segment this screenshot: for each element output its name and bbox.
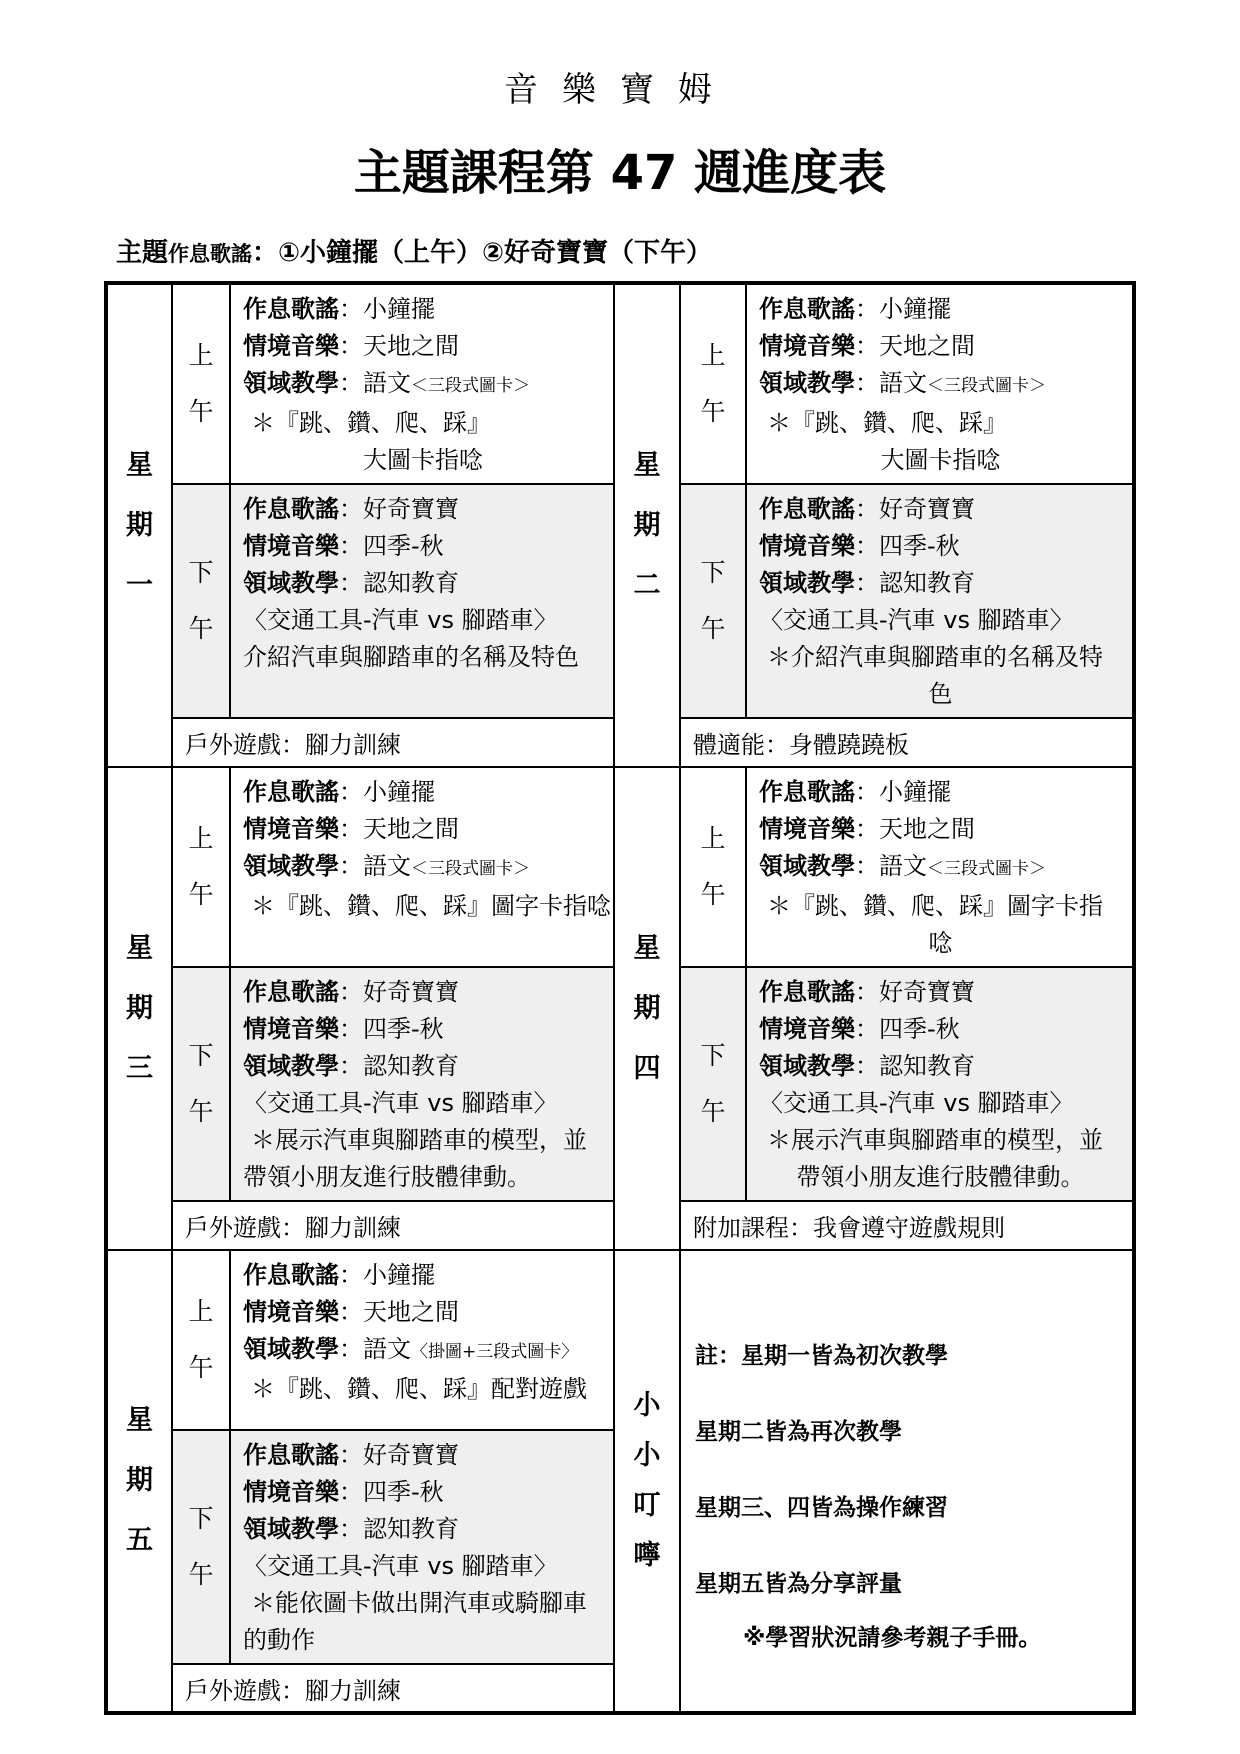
theme-label: 作息歌謠 — [168, 242, 253, 266]
fri-pm-content: 作息歌謠：好奇寶寶 情境音樂：四季-秋 領域教學：認知教育 〈交通工具-汽車 vs 腳踏車〉 ＊能依圖卡做出開汽車或騎腳車 的動作 — [230, 1430, 614, 1664]
fri-pm-label: 下 午 — [172, 1430, 230, 1664]
tue-extra: 體適能：身體蹺蹺板 — [680, 718, 1134, 767]
note-line-4: 星期五皆為分享評量 — [695, 1571, 902, 1597]
note-line-1: 註：星期一皆為初次教學 — [695, 1343, 948, 1369]
thu-am-label: 上 午 — [680, 767, 746, 967]
page-title: 主題課程第 47 週進度表 — [353, 145, 887, 201]
theme-line — [116, 232, 712, 269]
mon-extra: 戶外遊戲：腳力訓練 — [172, 718, 614, 767]
reminder-notes — [680, 1250, 1134, 1713]
schedule-table — [104, 281, 1136, 1715]
day-label-mon: 星 期 一 — [106, 283, 172, 767]
org-name: 音樂寶姆 — [504, 70, 736, 110]
wed-pm-label: 下 午 — [172, 967, 230, 1201]
wed-extra: 戶外遊戲：腳力訓練 — [172, 1201, 614, 1250]
thu-extra: 附加課程：我會遵守遊戲規則 — [680, 1201, 1134, 1250]
reminder-title: 小 小 叮 嚀 — [614, 1250, 680, 1713]
tue-am-label: 上 午 — [680, 283, 746, 484]
wed-am-content: 作息歌謠：小鐘擺 情境音樂：天地之間 領域教學：語文＜三段式圖卡＞ ＊『跳、鑽、爬、踩』圖字卡指唸 — [230, 767, 614, 967]
wed-am-label: 上 午 — [172, 767, 230, 967]
theme-text: ：①小鐘擺（上午）②好奇寶寶（下午） — [252, 238, 713, 268]
mon-pm-content: 作息歌謠：好奇寶寶 情境音樂：四季-秋 領域教學：認知教育 〈交通工具-汽車 vs 腳踏車〉 介紹汽車與腳踏車的名稱及特色 — [230, 484, 614, 718]
mon-am-label: 上 午 — [172, 283, 230, 484]
day-label-tue: 星 期 二 — [614, 283, 680, 767]
thu-pm-content: 作息歌謠：好奇寶寶 情境音樂：四季-秋 領域教學：認知教育 〈交通工具-汽車 vs 腳踏車〉 ＊展示汽車與腳踏車的模型，並 帶領小朋友進行肢體律動。 — [746, 967, 1134, 1201]
wed-pm-content: 作息歌謠：好奇寶寶 情境音樂：四季-秋 領域教學：認知教育 〈交通工具-汽車 vs 腳踏車〉 ＊展示汽車與腳踏車的模型，並 帶領小朋友進行肢體律動。 — [230, 967, 614, 1201]
note-line-3: 星期三、四皆為操作練習 — [695, 1495, 948, 1521]
theme-prefix: 主題 — [116, 238, 169, 268]
fri-am-label: 上 午 — [172, 1250, 230, 1430]
mon-am-content: 作息歌謠：小鐘擺 情境音樂：天地之間 領域教學：語文＜三段式圖卡＞ ＊『跳、鑽、爬、踩』 大圖卡指唸 — [230, 283, 614, 484]
tue-pm-content: 作息歌謠：好奇寶寶 情境音樂：四季-秋 領域教學：認知教育 〈交通工具-汽車 vs 腳踏車〉 ＊介紹汽車與腳踏車的名稱及特 色 — [746, 484, 1134, 718]
tue-am-content: 作息歌謠：小鐘擺 情境音樂：天地之間 領域教學：語文＜三段式圖卡＞ ＊『跳、鑽、爬、踩』 大圖卡指唸 — [746, 283, 1134, 484]
thu-pm-label: 下 午 — [680, 967, 746, 1201]
fri-am-content: 作息歌謠：小鐘擺 情境音樂：天地之間 領域教學：語文〈掛圖+三段式圖卡〉 ＊『跳、鑽、爬、踩』配對遊戲 — [230, 1250, 614, 1430]
day-label-fri: 星 期 五 — [106, 1250, 172, 1713]
day-label-thu: 星 期 四 — [614, 767, 680, 1250]
tue-pm-label: 下 午 — [680, 484, 746, 718]
mon-pm-label: 下 午 — [172, 484, 230, 718]
thu-am-content: 作息歌謠：小鐘擺 情境音樂：天地之間 領域教學：語文＜三段式圖卡＞ ＊『跳、鑽、爬、踩』圖字卡指 唸 — [746, 767, 1134, 967]
fri-extra: 戶外遊戲：腳力訓練 — [172, 1664, 614, 1713]
note-line-5: ※學習狀況請參考親子手冊。 — [743, 1625, 1042, 1651]
note-line-2: 星期二皆為再次教學 — [695, 1419, 902, 1445]
day-label-wed: 星 期 三 — [106, 767, 172, 1250]
